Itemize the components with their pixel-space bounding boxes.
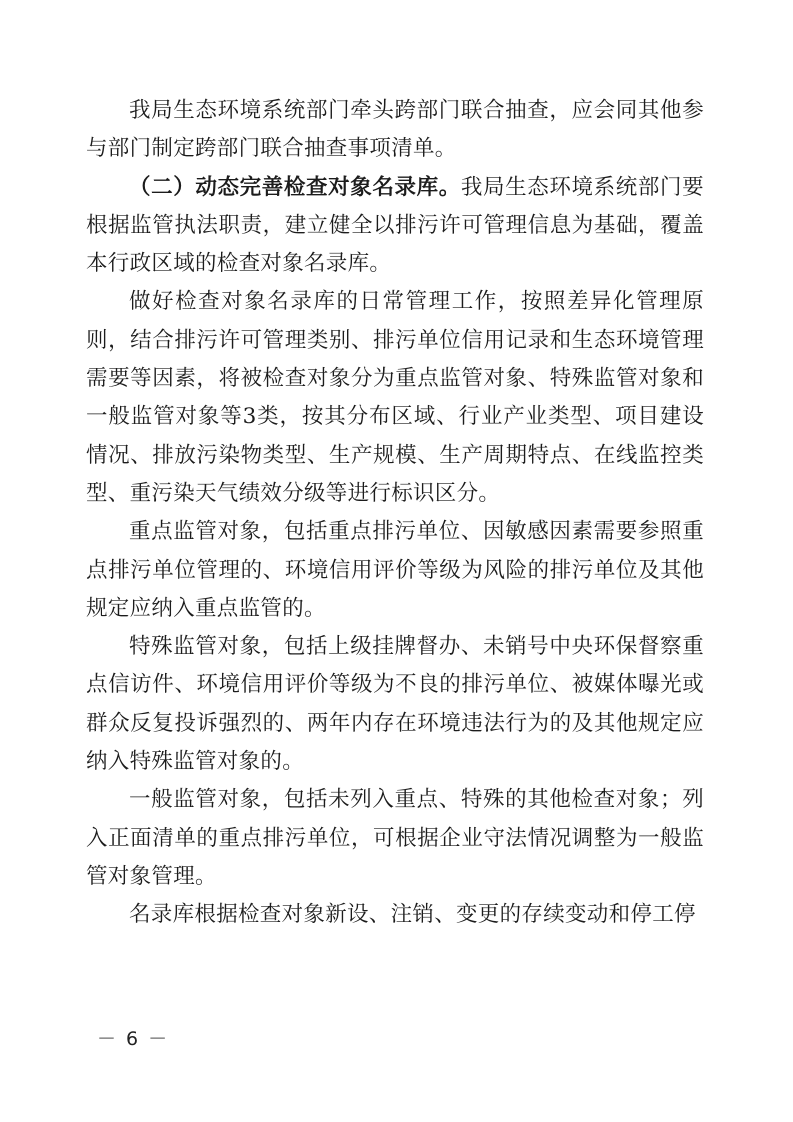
paragraph-text: 我局生态环境系统部门牵头跨部门联合抽查，应会同其他参与部门制定跨部门联合抽查事项清单。: [86, 98, 704, 162]
paragraph-text: 特殊监管对象，包括上级挂牌督办、未销号中央环保督察重点信访件、环境信用评价等级为不良的排污单位、被媒体曝光或群众反复投诉强烈的、两年内存在环境违法行为的及其他规定应纳入特殊监管对象的。: [86, 634, 704, 775]
paragraph-text: 一般监管对象，包括未列入重点、特殊的其他检查对象；列入正面清单的重点排污单位，可根据企业守法情况调整为一般监管对象管理。: [86, 787, 704, 889]
paragraph-1: [86, 92, 704, 169]
document-body: [86, 92, 704, 935]
section-heading: （二）动态完善检查对象名录库。: [129, 174, 461, 200]
paragraph-3: [86, 283, 704, 513]
paragraph-6: [86, 781, 704, 896]
paragraph-7: [86, 896, 704, 934]
paragraph-4: [86, 513, 704, 628]
paragraph-text: 做好检查对象名录库的日常管理工作，按照差异化管理原则，结合排污许可管理类别、排污单位信用记录和生态环境管理需要等因素，将被检查对象分为重点监管对象、特殊监管对象和一般监管对象等3类，按其分布区域、行业产业类型、项目建设情况、排放污染物类型、生产规模、生产周期特点、在线监控类型、重污染天气绩效分级等进行标识区分。: [86, 289, 704, 506]
paragraph-2: [86, 169, 704, 284]
page-number: － 6 －: [97, 1028, 170, 1050]
paragraph-5: [86, 628, 704, 781]
paragraph-text: 名录库根据检查对象新设、注销、变更的存续变动和停工停: [129, 902, 696, 928]
paragraph-text: 我局生态环境系统部门要根据监管执法职责，建立健全以排污许可管理信息为基础，覆盖本行政区域的检查对象名录库。: [86, 174, 704, 277]
paragraph-text: 重点监管对象，包括重点排污单位、因敏感因素需要参照重点排污单位管理的、环境信用评价等级为风险的排污单位及其他规定应纳入重点监管的。: [86, 519, 704, 621]
